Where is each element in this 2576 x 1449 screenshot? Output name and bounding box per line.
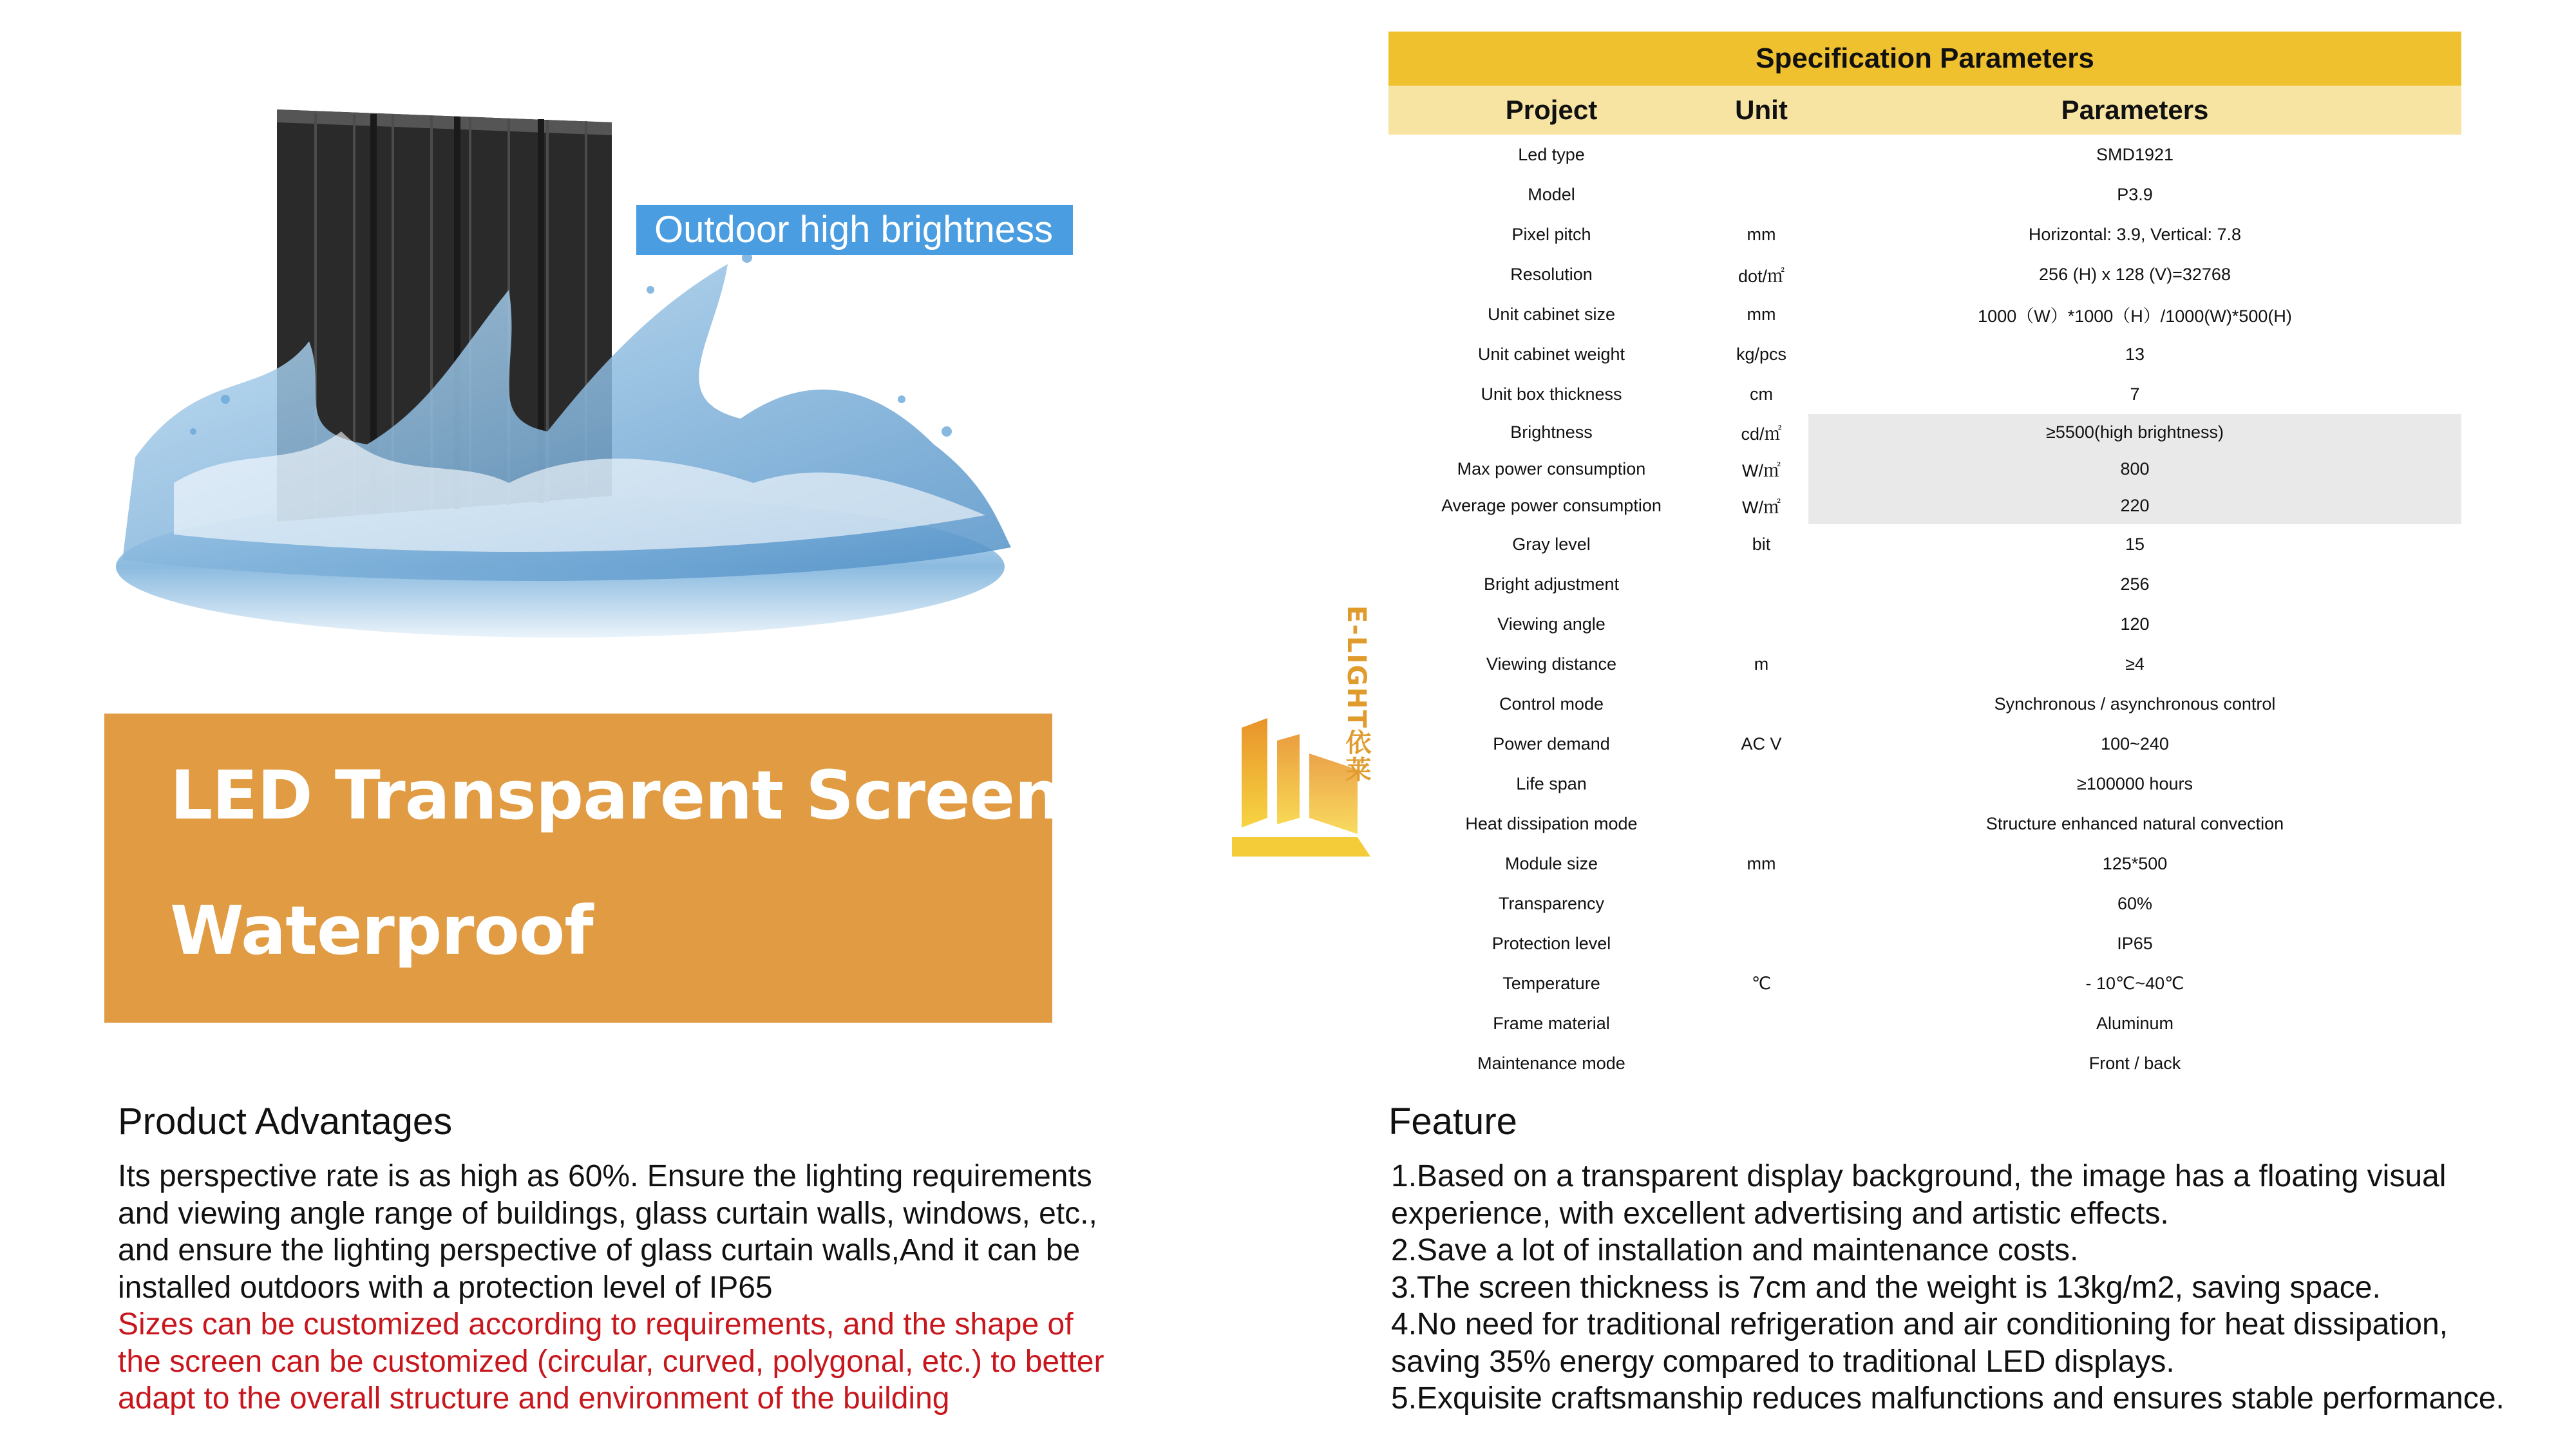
row-value: 15 (2125, 534, 2145, 554)
row-project: Frame material (1493, 1013, 1610, 1033)
table-row (1388, 963, 2461, 1003)
row-value: P3.9 (2117, 184, 2153, 204)
table-row (1388, 135, 2461, 175)
table-row (1388, 804, 2461, 844)
spec-table-title: Specification Parameters (1388, 32, 2461, 86)
row-value: 125*500 (2102, 853, 2168, 873)
spec-table-body (1388, 135, 2461, 1083)
table-row (1388, 1043, 2461, 1083)
page-subtitle: Waterproof (170, 891, 593, 970)
row-project: Temperature (1502, 973, 1600, 993)
table-row (1388, 564, 2461, 604)
title-banner (104, 714, 1062, 1023)
row-project: Unit cabinet size (1487, 304, 1616, 324)
table-row (1388, 724, 2461, 764)
row-value: - 10℃~40℃ (2085, 973, 2184, 993)
row-value: 800 (1808, 451, 2461, 488)
row-value: Front / back (2088, 1053, 2181, 1073)
row-unit: mm (1747, 224, 1776, 244)
header-project: Project (1505, 95, 1598, 125)
table-row (1388, 254, 2461, 294)
row-value: 220 (1808, 488, 2461, 524)
row-unit: AC V (1741, 734, 1782, 753)
row-value: 256 (2120, 574, 2150, 594)
table-row (1388, 334, 2461, 374)
row-unit: m (1754, 654, 1769, 674)
row-value: Horizontal: 3.9, Vertical: 7.8 (2028, 224, 2242, 244)
spec-table-header (1388, 86, 2461, 135)
row-project: Unit box thickness (1481, 384, 1622, 404)
table-row (1388, 451, 2461, 488)
row-unit: dot/㎡ (1738, 266, 1785, 286)
row-unit (1714, 604, 1808, 644)
feature-list (1391, 1158, 2537, 1417)
row-project: Control mode (1499, 694, 1604, 714)
feature-item: 1.Based on a transparent display background, the image has a floating visual experience, with excellent advertising and artistic effects. (1391, 1159, 2447, 1231)
feature-item: 4.No need for traditional refrigeration and air conditioning for heat dissipation, saving 35% energy compared to traditional LED displays. (1391, 1307, 2448, 1379)
row-unit: W/㎡ (1742, 461, 1781, 480)
advantages-heading: Product Advantages (118, 1101, 453, 1142)
table-row (1388, 764, 2461, 804)
table-row (1388, 175, 2461, 214)
header-unit: Unit (1735, 95, 1788, 125)
row-unit: cd/㎡ (1741, 424, 1782, 444)
row-value: SMD1921 (2096, 144, 2174, 164)
table-row (1388, 684, 2461, 724)
product-image (97, 97, 1030, 644)
row-unit: kg/pcs (1736, 344, 1787, 364)
table-row (1388, 214, 2461, 254)
row-project: Resolution (1510, 264, 1593, 284)
row-value: 256 (H) x 128 (V)=32768 (2039, 264, 2231, 284)
header-parameters: Parameters (2061, 95, 2209, 125)
row-value: 1000（W）*1000（H）/1000(W)*500(H) (1978, 306, 2292, 326)
feature-heading: Feature (1388, 1101, 1517, 1142)
row-unit (1714, 764, 1808, 804)
table-row (1388, 604, 2461, 644)
row-unit (1714, 804, 1808, 844)
advantages-body (118, 1158, 1122, 1417)
row-unit (1714, 175, 1808, 214)
row-unit (1714, 684, 1808, 724)
table-row (1388, 1003, 2461, 1043)
row-value: ≥100000 hours (2077, 773, 2193, 793)
table-row (1388, 294, 2461, 334)
row-project: Pixel pitch (1511, 224, 1591, 244)
row-project: Average power consumption (1441, 496, 1662, 515)
row-project: Transparency (1498, 893, 1605, 913)
row-unit (1714, 1043, 1808, 1083)
row-unit: W/㎡ (1742, 498, 1781, 517)
row-value: ≥5500(high brightness) (1808, 414, 2461, 451)
row-project: Viewing distance (1486, 654, 1617, 674)
page-title: LED Transparent Screen (170, 756, 1062, 835)
row-project: Power demand (1493, 734, 1610, 753)
row-project: Heat dissipation mode (1465, 813, 1638, 833)
row-project: Gray level (1512, 534, 1591, 554)
advantages-highlight: Sizes can be customized according to requirements, and the shape of the screen can be customized (circular, curved, polygonal, etc.) to better adapt to the overall structure and environment of the building (118, 1307, 1104, 1416)
row-unit (1714, 923, 1808, 963)
row-unit: mm (1747, 304, 1776, 324)
row-project: Bright adjustment (1483, 574, 1620, 594)
feature-item: 5.Exquisite craftsmanship reduces malfunctions and ensures stable performance. (1391, 1381, 2505, 1416)
row-project: Life span (1516, 773, 1587, 793)
row-value: 120 (2120, 614, 2150, 634)
feature-item: 3.The screen thickness is 7cm and the weight is 13kg/m2, saving space. (1391, 1270, 2381, 1305)
row-project: Module size (1504, 853, 1598, 873)
row-project: Led type (1518, 144, 1585, 164)
row-value: Synchronous / asynchronous control (1994, 694, 2276, 714)
row-value: Aluminum (2096, 1013, 2174, 1033)
row-unit (1714, 1003, 1808, 1043)
table-row (1388, 644, 2461, 684)
row-unit: bit (1752, 534, 1771, 554)
spec-table (1388, 32, 2461, 1083)
row-project: Maintenance mode (1477, 1053, 1625, 1073)
row-unit: mm (1747, 853, 1776, 873)
row-value: 13 (2125, 344, 2145, 364)
row-value: 60% (2117, 893, 2153, 913)
row-project: Viewing angle (1497, 614, 1605, 634)
row-unit: cm (1750, 384, 1773, 404)
row-project: Brightness (1510, 422, 1593, 442)
row-unit: ℃ (1751, 973, 1772, 993)
row-project: Model (1528, 184, 1575, 204)
outdoor-brightness-badge: Outdoor high brightness (636, 205, 1073, 255)
row-value: IP65 (2117, 933, 2153, 953)
row-project: Max power consumption (1457, 459, 1646, 478)
table-row (1388, 524, 2461, 564)
row-value: ≥4 (2125, 654, 2145, 674)
logo-text: E-LIGHT依莱 (1341, 605, 1371, 783)
table-row (1388, 414, 2461, 451)
table-row (1388, 844, 2461, 884)
feature-item: 2.Save a lot of installation and maintenance costs. (1391, 1233, 2079, 1267)
row-project: Unit cabinet weight (1477, 344, 1625, 364)
table-row (1388, 374, 2461, 414)
row-unit (1714, 135, 1808, 175)
table-row (1388, 488, 2461, 524)
row-value: Structure enhanced natural convection (1985, 813, 2284, 833)
table-row (1388, 923, 2461, 963)
row-unit (1714, 564, 1808, 604)
row-value: 7 (2130, 384, 2140, 404)
row-project: Protection level (1492, 933, 1611, 953)
table-row (1388, 884, 2461, 923)
row-unit (1714, 884, 1808, 923)
row-value: 100~240 (2101, 734, 2169, 753)
advantages-text: Its perspective rate is as high as 60%. Ensure the lighting requirements and viewing angle range of buildings, glass curtain walls, windows, etc., and ensure the lighting perspective of glass curtain walls,And it can be installed outdoors with a protection level of IP65 (118, 1159, 1097, 1305)
